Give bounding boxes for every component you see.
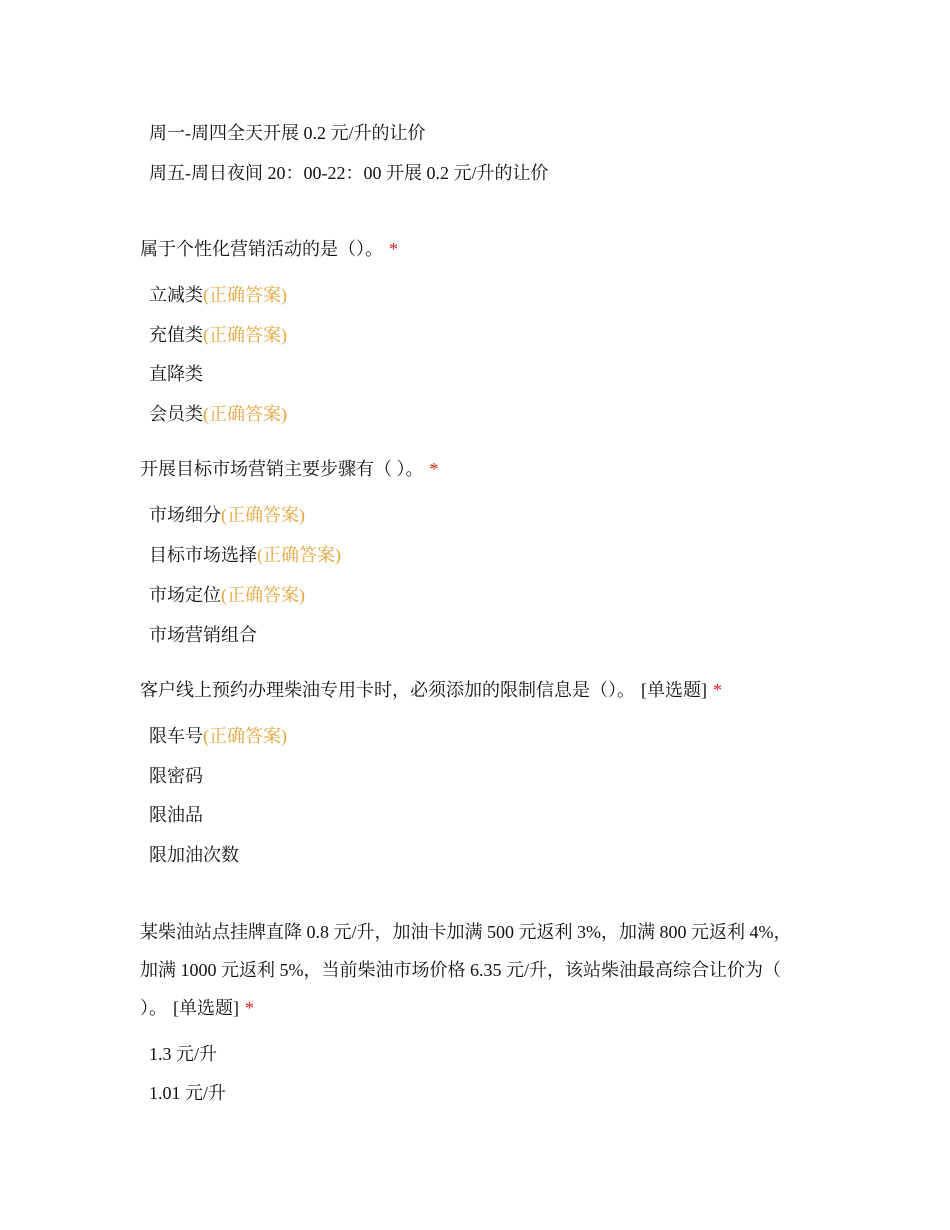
answer-option[interactable] [149, 283, 287, 307]
answer-option[interactable] [149, 1081, 226, 1105]
option-text: 市场定位 [149, 585, 221, 605]
answer-option[interactable] [149, 543, 341, 567]
option-text: 1.01 元/升 [149, 1083, 227, 1103]
option-text: 立减类 [149, 285, 203, 305]
question-text: 加满 1000 元返利 5%，当前柴油市场价格 6.35 元/升，该站柴油最高综合让价为（ [140, 960, 781, 980]
answer-option[interactable] [149, 323, 287, 347]
answer-option[interactable] [149, 724, 287, 748]
option-text: 市场营销组合 [149, 625, 257, 645]
option-text: 目标市场选择 [149, 545, 257, 565]
question-text: ）。 [140, 998, 167, 1018]
question-stem [140, 457, 439, 481]
question-stem [140, 237, 398, 261]
intro-line [149, 161, 549, 185]
option-text: 限油品 [149, 805, 203, 825]
answer-option[interactable] [149, 503, 305, 527]
option-text: 会员类 [149, 404, 203, 424]
question-stem-line [140, 920, 792, 944]
answer-option[interactable] [149, 362, 203, 386]
answer-option[interactable] [149, 803, 203, 827]
answer-option[interactable] [149, 583, 305, 607]
option-text: 1.3 元/升 [149, 1044, 218, 1064]
correct-answer-marker: (正确答案) [203, 726, 287, 746]
option-text: 充值类 [149, 325, 203, 345]
answer-option[interactable] [149, 402, 287, 426]
correct-answer-marker: (正确答案) [203, 285, 287, 305]
answer-option[interactable] [149, 623, 257, 647]
question-type-label: [单选题] [173, 998, 239, 1018]
question-stem [140, 678, 722, 702]
correct-answer-marker: (正确答案) [221, 585, 305, 605]
option-text: 限车号 [149, 726, 203, 746]
required-asterisk: * [245, 998, 254, 1018]
question-stem-line [140, 996, 254, 1020]
option-text: 限密码 [149, 766, 203, 786]
question-text: 属于个性化营销活动的是（）。 [140, 239, 383, 259]
intro-line [149, 121, 426, 145]
question-text: 开展目标市场营销主要步骤有（ ）。 [140, 459, 424, 479]
required-asterisk: * [713, 680, 722, 700]
correct-answer-marker: (正确答案) [203, 325, 287, 345]
answer-option[interactable] [149, 764, 203, 788]
question-text: 客户线上预约办理柴油专用卡时，必须添加的限制信息是（）。 [140, 680, 635, 700]
question-text: 某柴油站点挂牌直降 0.8 元/升，加油卡加满 500 元返利 3%，加满 800 元返利 4%， [140, 922, 792, 942]
required-asterisk: * [389, 239, 398, 259]
question-stem-line [140, 958, 781, 982]
option-text: 限加油次数 [149, 845, 239, 865]
correct-answer-marker: (正确答案) [203, 404, 287, 424]
option-text: 直降类 [149, 364, 203, 384]
required-asterisk: * [429, 459, 439, 479]
correct-answer-marker: (正确答案) [257, 545, 341, 565]
option-text: 市场细分 [149, 505, 221, 525]
question-type-label: [单选题] [641, 680, 707, 700]
intro-text: 周一-周四全天开展 0.2 元/升的让价 [149, 123, 426, 143]
answer-option[interactable] [149, 843, 239, 867]
intro-text: 周五-周日夜间 20：00-22：00 开展 0.2 元/升的让价 [149, 163, 549, 183]
correct-answer-marker: (正确答案) [221, 505, 305, 525]
answer-option[interactable] [149, 1042, 217, 1066]
